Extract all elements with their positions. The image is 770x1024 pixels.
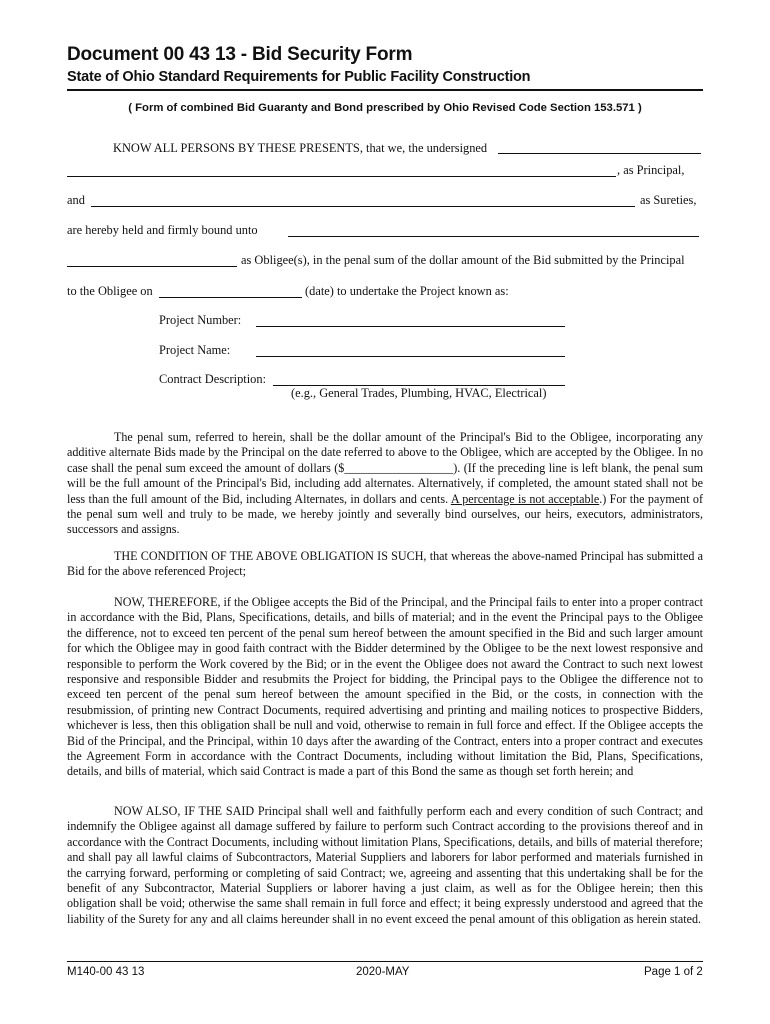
now-also-text: NOW ALSO, IF THE SAID Principal shall well and faithfully perform each and every condition of such Contract; and indemnify the Obligee against all damage suffered by failure to perform such Contract according to the provisions thereof and in accordance with the Contract Documents, including without limitation Plans, Specifications, details, and bills of material therefore; and shall pay all lawful claims of Subcontractors, Material Suppliers and laborers for labor performed and materials furnished in the carrying forward, performing or completing of said Contract; we, agreeing and assenting that this undertaking shall be for the benefit of any Subcontractor, Material Suppliers or laborer having a just claim, as well as for the Obligee herein; then this obligation shall be void; otherwise the same shall remain in full force and effect; it being expressly understood and agreed that the liability of the Surety for any and all claims hereunder shall in no event exceed the penal amount of this obligation as herein stated.: [67, 804, 703, 926]
now-therefore-paragraph: [67, 595, 703, 780]
know-all-text: KNOW ALL PERSONS BY THESE PRESENTS, that we, the undersigned: [113, 141, 488, 155]
sureties-field[interactable]: [91, 206, 635, 207]
principal-field[interactable]: [67, 176, 616, 177]
footer-doc-code: M140-00 43 13: [67, 966, 145, 978]
penal-sum-text-b: .) For the payment of the penal sum well and truly to be made, we hereby jointly and severally bind ourselves, our heirs, executors, administrators, successors and assigns.: [67, 491, 703, 537]
document-title: Document 00 43 13 - Bid Security Form: [67, 44, 413, 65]
footer-page-number: Page 1 of 2: [644, 966, 703, 978]
form-note: ( Form of combined Bid Guaranty and Bond prescribed by Ohio Revised Code Section 153.571 ): [128, 102, 642, 114]
header-divider: [67, 89, 703, 91]
project-number-field[interactable]: [256, 326, 565, 327]
footer-divider: [67, 961, 703, 962]
condition-paragraph: [67, 549, 703, 580]
as-principal-label: , as Principal,: [617, 163, 685, 177]
to-obligee-text: to the Obligee on: [67, 284, 153, 298]
bid-date-field[interactable]: [159, 297, 302, 298]
undersigned-field[interactable]: [498, 153, 701, 154]
obligee-name-field[interactable]: [288, 236, 699, 237]
now-therefore-text: NOW, THEREFORE, if the Obligee accepts the Bid of the Principal, and the Principal fails to enter into a proper contract in accordance with the Bid, Plans, Specifications, details, and bills of material; and in the event the Principal pays to the Obligee the difference, not to exceed ten percent of the penal sum hereof between the amount specified in the Bid and such larger amount for which the Obligee may in good faith contract with the Bidder determined by the Obligee to be the next lowest responsive and responsible to perform the Work covered by the Bid; or in the event the Obligee does not award the Contract to such next lowest responsive and responsible Bidder and resubmits the Project for bidding, the Principal pays to the Obligee the difference not to exceed ten percent of the penal sum hereof between the amount specified in the Bid, or the costs, in connection with the resubmission, of printing new Contract Documents, required advertising and printing and mailing notices to prospective Bidders, whichever is less, then this obligation shall be null and void, otherwise to remain in full force and effect. If the Obligee accepts the Bid of the Principal, and the Principal, within 10 days after the awarding of the Contract, enters into a proper contract and executes the Agreement Form in accordance with the Contract Documents, including without limitation the Bid, Plans, Specifications, details, and bills of material, which said Contract is made a part of this Bond the same as though set forth herein; and: [67, 595, 703, 779]
project-name-label: Project Name:: [159, 343, 231, 357]
held-bound-text: are hereby held and firmly bound unto: [67, 223, 258, 237]
project-number-label: Project Number:: [159, 313, 242, 327]
penal-sum-paragraph: [67, 430, 703, 538]
now-also-paragraph: [67, 804, 703, 927]
condition-text: THE CONDITION OF THE ABOVE OBLIGATION IS SUCH, that whereas the above-named Principal has submitted a Bid for the above referenced Project;: [67, 549, 703, 579]
and-label: and: [67, 193, 85, 207]
obligee-text: as Obligee(s), in the penal sum of the dollar amount of the Bid submitted by the Principal: [241, 253, 685, 267]
percentage-not-acceptable: A percentage is not acceptable: [450, 491, 600, 506]
contract-example-text: (e.g., General Trades, Plumbing, HVAC, Electrical): [291, 386, 547, 400]
date-text: (date) to undertake the Project known as:: [305, 284, 509, 298]
obligee-field[interactable]: [67, 266, 237, 267]
as-sureties-label: as Sureties,: [640, 193, 697, 207]
footer-date: 2020-MAY: [356, 966, 410, 978]
penal-sum-text-a: The penal sum, referred to herein, shall be the dollar amount of the Principal's Bid to the Obligee, incorporating any additive alternate Bids made by the Principal on the date referred to above to the Obligee, which are accepted by the Obligee. In no case shall the penal sum exceed the amount of dollars ($__________________). (If the preceding line is left blank, the penal sum will be the full amount of the Principal's Bid, including add alternates. Alternatively, if completed, the amount stated shall not be less than the full amount of the Bid, including Alternates, in dollars and cents.: [67, 430, 703, 506]
document-subtitle: State of Ohio Standard Requirements for Public Facility Construction: [67, 69, 531, 85]
contract-description-label: Contract Description:: [159, 372, 267, 386]
project-name-field[interactable]: [256, 356, 565, 357]
